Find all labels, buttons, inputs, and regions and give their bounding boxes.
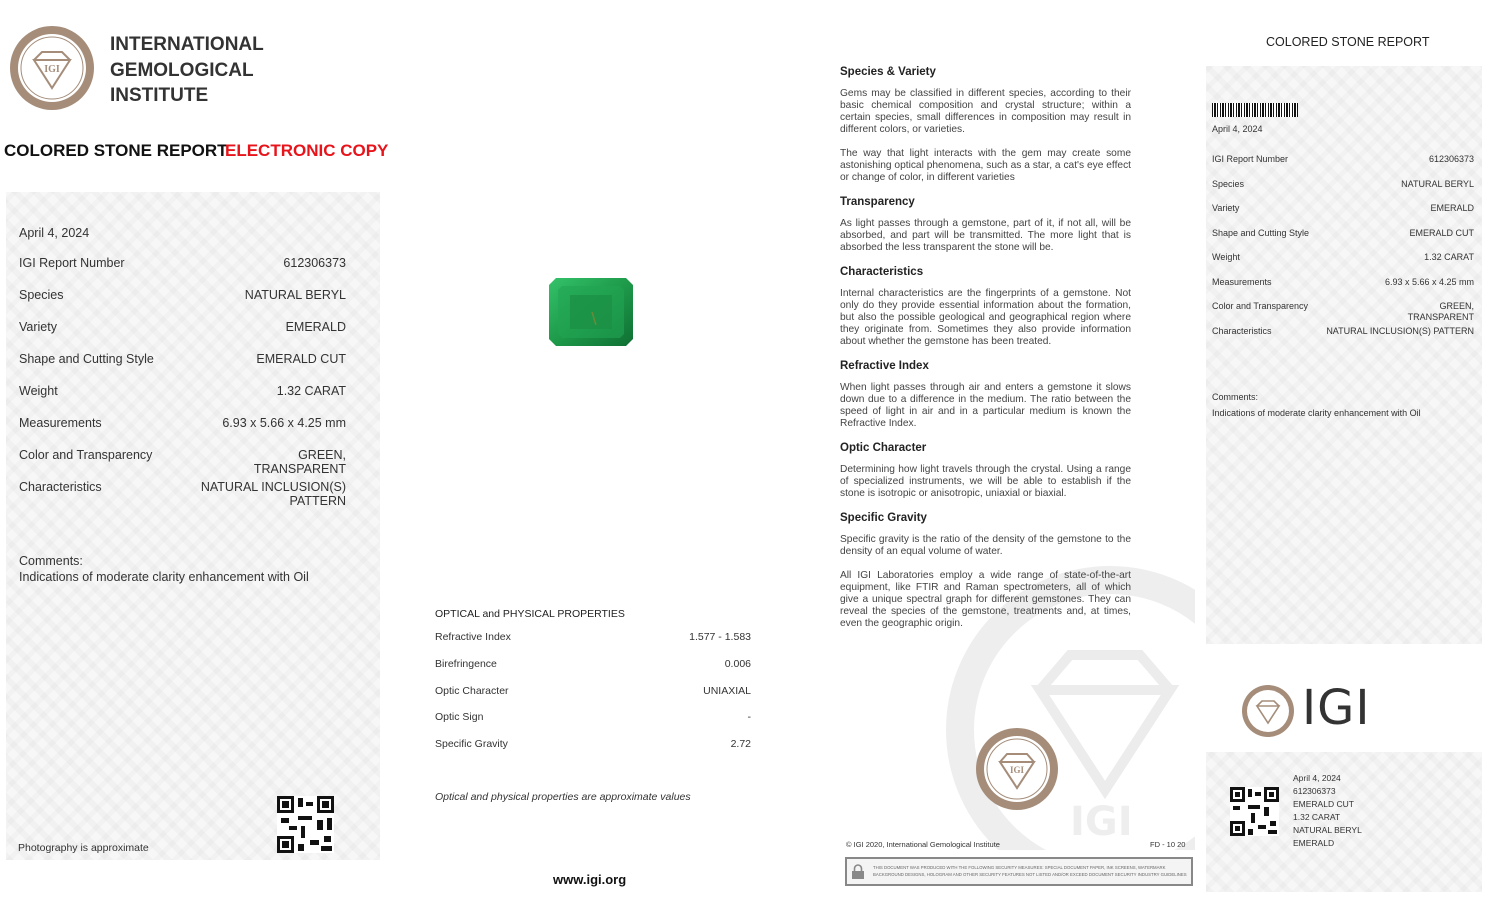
main-report-panel xyxy=(6,192,380,860)
right-report-title: COLORED STONE REPORT xyxy=(1266,35,1430,49)
electronic-copy-label: ELECTRONIC COPY xyxy=(225,141,389,160)
info-section-species: Species & Variety Gems may be classified in different species, according to their basic chemical composition and crystal structure; within a certain species, small differences in composition may result in different colors, or varieties. The way that light interacts with the gem may create some astonishing optical phenomena, such as a star, a cat's eye effect or change of color, in different varieties xyxy=(840,66,1131,183)
security-line2: BACKGROUND DESIGNS, HOLOGRAM AND OTHER SECURITY FEATURES NOT LISTED AND/OR EXCEED DOCUMENT SECURITY INDUSTRY GUIDELINES xyxy=(873,872,1187,877)
website-link[interactable]: www.igi.org xyxy=(553,872,627,887)
report-number-value: 612306373 xyxy=(283,256,346,270)
seal-stamp xyxy=(975,727,1059,811)
summary-comments-label: Comments: xyxy=(1212,392,1259,402)
form-code: FD - 10 20 xyxy=(1150,840,1186,849)
qr-code xyxy=(277,796,334,853)
stub-species: NATURAL BERYL xyxy=(1293,825,1362,835)
svg-text:IGI: IGI xyxy=(1070,799,1133,845)
stub-lines xyxy=(1293,772,1362,850)
stub-shape: EMERALD CUT xyxy=(1293,799,1354,809)
info-section-optic-character: Optic Character Determining how light travels through the crystal. Using a range of specialized instruments, we will be able to establish if the stone is isotropic or anisotropic, uniaxial or biaxial. xyxy=(840,442,1131,499)
summary-rows: IGI Report Number 612306373 Species NATURAL BERYL Variety EMERALD Shape and Cutting Style EMERALD CUT Weight 1.32 CARAT Measurements 6.93 x 5.66 x 4.25 mm Color and Transparency GREEN, TRANSPARENT Characteristics NATURAL INCLUSION(S) PATTERN xyxy=(1212,154,1474,336)
info-section-refractive-index: Refractive Index When light passes through air and enters a gemstone it slows down due to a difference in the medium. The ratio between the speed of light in air and in a particular medium is known the Refractive Index. xyxy=(840,360,1131,429)
report-rows: IGI Report Number 612306373 Species NATURAL BERYL Variety EMERALD Shape and Cutting Style EMERALD CUT Weight 1.32 CARAT Measurements 6.93 x 5.66 x 4.25 mm Color and Transparency GREEN, TRANSPARENT Characteristics NATURAL INCLUSION(S) PATTERN xyxy=(19,256,346,508)
stub-qr-code xyxy=(1230,787,1279,836)
stub-variety: EMERALD xyxy=(1293,838,1335,848)
org-name-line3: INSTITUTE xyxy=(110,85,209,106)
org-name-line2: GEMOLOGICAL xyxy=(110,59,254,81)
security-notice xyxy=(845,857,1193,886)
igi-seal-logo xyxy=(8,24,96,112)
igi-brand-seal xyxy=(1241,684,1295,738)
summary-panel xyxy=(1206,66,1482,644)
stub-weight: 1.32 CARAT xyxy=(1293,812,1341,822)
properties-note: Optical and physical properties are approximate values xyxy=(435,791,691,803)
barcode xyxy=(1212,103,1298,117)
properties-title: OPTICAL and PHYSICAL PROPERTIES xyxy=(435,608,625,620)
stub-date: April 4, 2024 xyxy=(1293,773,1341,783)
comments-text: Indications of moderate clarity enhancement with Oil xyxy=(19,570,309,584)
info-sections xyxy=(840,66,1131,642)
igi-brand-text: IGI xyxy=(1302,680,1371,736)
security-line1: THIS DOCUMENT WAS PRODUCED WITH THE FOLLOWING SECURITY MEASURES: SPECIAL DOCUMENT PAPER, INK SCREENS, WATERMARK xyxy=(873,865,1166,870)
org-name-line1: INTERNATIONAL xyxy=(110,34,264,55)
summary-date: April 4, 2024 xyxy=(1212,124,1263,134)
svg-text:IGI: IGI xyxy=(1009,765,1025,775)
copyright: © IGI 2020, International Gemological Institute xyxy=(846,840,1000,849)
comments-label: Comments: xyxy=(19,554,83,568)
photo-note: Photography is approximate xyxy=(18,842,149,854)
lock-icon xyxy=(851,864,865,880)
stub-report-number: 612306373 xyxy=(1293,786,1336,796)
emerald-photo xyxy=(548,277,634,347)
summary-comments-text: Indications of moderate clarity enhancement with Oil xyxy=(1212,408,1421,418)
svg-text:IGI: IGI xyxy=(44,64,60,75)
info-section-characteristics: Characteristics Internal characteristics are the fingerprints of a gemstone. Not only do they provide essential information about the formation, but also the possible geological and geographical region where they originate from. Sometimes they also provide information about whether the gemstone has been treated. xyxy=(840,266,1131,347)
report-date: April 4, 2024 xyxy=(19,226,90,240)
properties-table: Refractive Index 1.577 - 1.583 Birefringence 0.006 Optic Character UNIAXIAL Optic Sign - Specific Gravity 2.72 xyxy=(435,631,751,750)
stub-panel xyxy=(1206,752,1482,892)
info-section-transparency: Transparency As light passes through a gemstone, part of it, if not all, will be absorbed, and part will be transmitted. The more light that is absorbed the less transparent the stone will be. xyxy=(840,196,1131,253)
report-title: COLORED STONE REPORT xyxy=(4,141,228,160)
info-section-specific-gravity: Specific Gravity Specific gravity is the ratio of the density of the gemstone to the density of an equal volume of water. All IGI Laboratories employ a wide range of state-of-the-art equipment, like FTIR and Raman spectrometers, all of which give a unique spectral graph for different gemstones. They can reveal the species of the gemstone, treatments and, at times, even the geographic origin. xyxy=(840,512,1131,629)
